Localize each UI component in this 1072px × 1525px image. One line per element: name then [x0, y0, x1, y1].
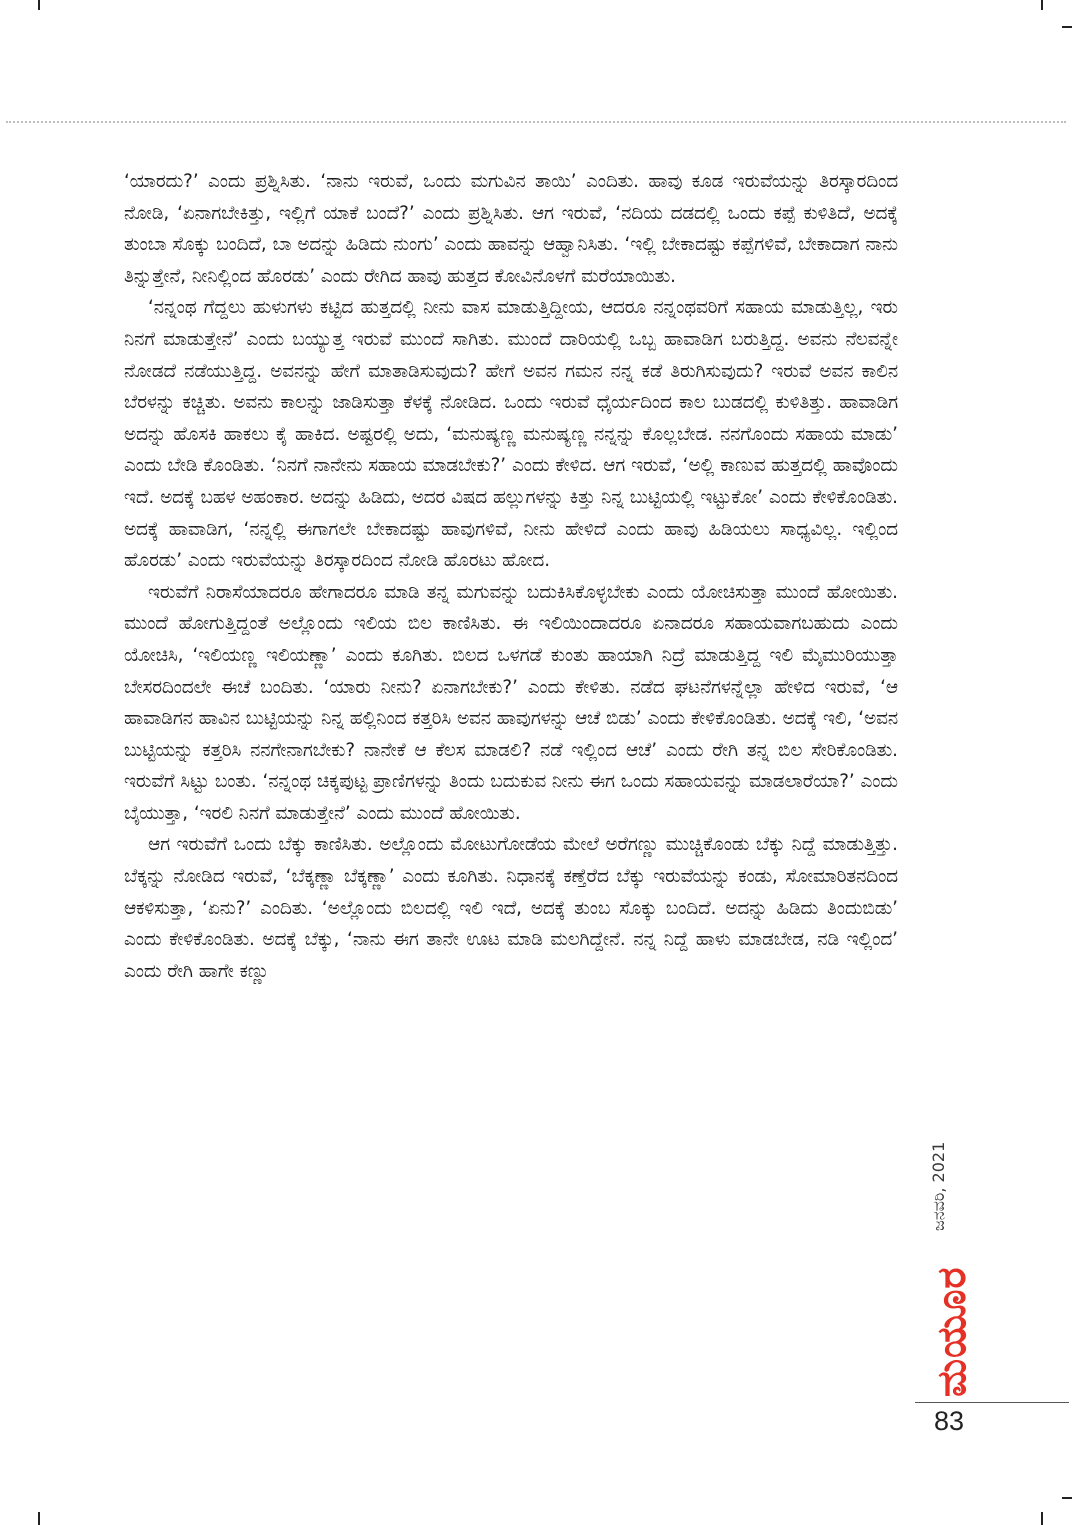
paragraph-1: ‘ಯಾರದು?’ ಎಂದು ಪ್ರಶ್ನಿಸಿತು. ‘ನಾನು ಇರುವೆ, ಒಂದು ಮಗುವಿನ ತಾಯಿ’ ಎಂದಿತು. ಹಾವು ಕೂಡ ಇರುವೆಯನ್ನು ತಿರಸ್ಕಾರದಿಂದ ನೋಡಿ, ‘ಏನಾಗಬೇಕಿತ್ತು, ಇಲ್ಲಿಗೆ ಯಾಕೆ ಬಂದೆ?’ ಎಂದು ಪ್ರಶ್ನಿಸಿತು. ಆಗ ಇರುವೆ, ‘ನದಿಯ ದಡದಲ್ಲಿ ಒಂದು ಕಪ್ಪೆ ಕುಳಿತಿದೆ, ಅದಕ್ಕೆ ತುಂಬಾ ಸೊಕ್ಕು ಬಂದಿದೆ, ಬಾ ಅದನ್ನು ಹಿಡಿದು ನುಂಗು’ ಎಂದು ಹಾವನ್ನು ಆಹ್ವಾನಿಸಿತು. ‘ಇಲ್ಲಿ ಬೇಕಾದಷ್ಟು ಕಪ್ಪೆಗಳಿವೆ, ಬೇಕಾದಾಗ ನಾನು ತಿನ್ನುತ್ತೇನೆ, ನೀನಿಲ್ಲಿಂದ ಹೊರಡು’ ಎಂದು ರೇಗಿದ ಹಾವು ಹುತ್ತದ ಕೋವಿನೊಳಗೆ ಮರೆಯಾಯಿತು. [124, 171, 898, 287]
paragraph-3: ಇರುವೆಗೆ ನಿರಾಸೆಯಾದರೂ ಹೇಗಾದರೂ ಮಾಡಿ ತನ್ನ ಮಗುವನ್ನು ಬದುಕಿಸಿಕೊಳ್ಳಬೇಕು ಎಂದು ಯೋಚಿಸುತ್ತಾ ಮುಂದೆ ಹೋಯಿತು. ಮುಂದೆ ಹೋಗುತ್ತಿದ್ದಂತೆ ಅಲ್ಲೊಂದು ಇಲಿಯ ಬಿಲ ಕಾಣಿಸಿತು. ಈ ಇಲಿಯಿಂದಾದರೂ ಏನಾದರೂ ಸಹಾಯವಾಗಬಹುದು ಎಂದು ಯೋಚಿಸಿ, ‘ಇಲಿಯಣ್ಣ ಇಲಿಯಣ್ಣಾ’ ಎಂದು ಕೂಗಿತು. ಬಿಲದ ಒಳಗಡೆ ಕುಂತು ಹಾಯಾಗಿ ನಿದ್ರೆ ಮಾಡುತ್ತಿದ್ದ ಇಲಿ ಮೈಮುರಿಯುತ್ತಾ ಬೇಸರದಿಂದಲೇ ಈಚೆ ಬಂದಿತು. ‘ಯಾರು ನೀನು? ಏನಾಗಬೇಕು?’ ಎಂದು ಕೇಳಿತು. ನಡೆದ ಘಟನೆಗಳನ್ನೆಲ್ಲಾ ಹೇಳಿದ ಇರುವೆ, ‘ಆ ಹಾವಾಡಿಗನ ಹಾವಿನ ಬುಟ್ಟಿಯನ್ನು ನಿನ್ನ ಹಲ್ಲಿನಿಂದ ಕತ್ತರಿಸಿ ಅವನ ಹಾವುಗಳನ್ನು ಆಚೆ ಬಿಡು’ ಎಂದು ಕೇಳಿಕೊಂಡಿತು. ಅದಕ್ಕೆ ಇಲಿ, ‘ಅವನ ಬುಟ್ಟಿಯನ್ನು ಕತ್ತರಿಸಿ ನನಗೇನಾಗಬೇಕು? ನಾನೇಕೆ ಆ ಕೆಲಸ ಮಾಡಲಿ? ನಡೆ ಇಲ್ಲಿಂದ ಆಚೆ’ ಎಂದು ರೇಗಿ ತನ್ನ ಬಿಲ ಸೇರಿಕೊಂಡಿತು. ಇರುವೆಗೆ ಸಿಟ್ಟು ಬಂತು. ‘ನನ್ನಂಥ ಚಿಕ್ಕಪುಟ್ಟ ಪ್ರಾಣಿಗಳನ್ನು ತಿಂದು ಬದುಕುವ ನೀನು ಈಗ ಒಂದು ಸಹಾಯವನ್ನು ಮಾಡಲಾರೆಯಾ?’ ಎಂದು ಬೈಯುತ್ತಾ, ‘ಇರಲಿ ನಿನಗೆ ಮಾಡುತ್ತೇನೆ’ ಎಂದು ಮುಂದೆ ಹೋಯಿತು. [124, 581, 898, 824]
header-dotted-rule [6, 121, 1066, 123]
crop-mark-bottom-left [38, 1512, 40, 1525]
paragraph-4: ಆಗ ಇರುವೆಗೆ ಒಂದು ಬೆಕ್ಕು ಕಾಣಿಸಿತು. ಅಲ್ಲೊಂದು ಮೋಟುಗೋಡೆಯ ಮೇಲೆ ಅರೆಗಣ್ಣು ಮುಚ್ಚಿಕೊಂಡು ಬೆಕ್ಕು ನಿದ್ದೆ ಮಾಡುತ್ತಿತ್ತು. ಬೆಕ್ಕನ್ನು ನೋಡಿದ ಇರುವೆ, ‘ಬೆಕ್ಕಣ್ಣಾ ಬೆಕ್ಕಣ್ಣಾ’ ಎಂದು ಕೂಗಿತು. ನಿಧಾನಕ್ಕೆ ಕಣ್ತೆರೆದ ಬೆಕ್ಕು ಇರುವೆಯನ್ನು ಕಂಡು, ಸೋಮಾರಿತನದಿಂದ ಆಕಳಿಸುತ್ತಾ, ‘ಏನು?’ ಎಂದಿತು. ‘ಅಲ್ಲೊಂದು ಬಿಲದಲ್ಲಿ ಇಲಿ ಇದೆ, ಅದಕ್ಕೆ ತುಂಬ ಸೊಕ್ಕು ಬಂದಿದೆ. ಅದನ್ನು ಹಿಡಿದು ತಿಂದುಬಿಡು’ ಎಂದು ಕೇಳಿಕೊಂಡಿತು. ಅದಕ್ಕೆ ಬೆಕ್ಕು, ‘ನಾನು ಈಗ ತಾನೇ ಊಟ ಮಾಡಿ ಮಲಗಿದ್ದೇನೆ. ನನ್ನ ನಿದ್ದೆ ಹಾಳು ಮಾಡಬೇಡ, ನಡಿ ಇಲ್ಲಿಂದ’ ಎಂದು ರೇಗಿ ಹಾಗೇ ಕಣ್ಣು [124, 834, 898, 982]
crop-mark-right-lower [1062, 1497, 1072, 1499]
page-number: 83 [934, 1406, 965, 1436]
crop-mark-bottom-right [1041, 1512, 1043, 1525]
crop-mark-top-left [38, 0, 40, 10]
magazine-logo: ಮಯೂರ [929, 1266, 975, 1397]
footer-rule [915, 1402, 1069, 1403]
paragraph-2: ‘ನನ್ನಂಥ ಗೆದ್ದಲು ಹುಳುಗಳು ಕಟ್ಟಿದ ಹುತ್ತದಲ್ಲಿ ನೀನು ವಾಸ ಮಾಡುತ್ತಿದ್ದೀಯ, ಆದರೂ ನನ್ನಂಥವರಿಗೆ ಸಹಾಯ ಮಾಡುತ್ತಿಲ್ಲ, ಇರು ನಿನಗೆ ಮಾಡುತ್ತೇನೆ’ ಎಂದು ಬಯ್ಯುತ್ತ ಇರುವೆ ಮುಂದೆ ಸಾಗಿತು. ಮುಂದೆ ದಾರಿಯಲ್ಲಿ ಒಬ್ಬ ಹಾವಾಡಿಗ ಬರುತ್ತಿದ್ದ. ಅವನು ನೆಲವನ್ನೇ ನೋಡದೆ ನಡೆಯುತ್ತಿದ್ದ. ಅವನನ್ನು ಹೇಗೆ ಮಾತಾಡಿಸುವುದು? ಹೇಗೆ ಅವನ ಗಮನ ನನ್ನ ಕಡೆ ತಿರುಗಿಸುವುದು? ಇರುವೆ ಅವನ ಕಾಲಿನ ಬೆರಳನ್ನು ಕಚ್ಚಿತು. ಅವನು ಕಾಲನ್ನು ಜಾಡಿಸುತ್ತಾ ಕೆಳಕ್ಕೆ ನೋಡಿದ. ಒಂದು ಇರುವೆ ಧೈರ್ಯದಿಂದ ಕಾಲ ಬುಡದಲ್ಲಿ ಕುಳಿತಿತ್ತು. ಹಾವಾಡಿಗ ಅದನ್ನು ಹೊಸಕಿ ಹಾಕಲು ಕೈ ಹಾಕಿದ. ಅಷ್ಟರಲ್ಲಿ ಅದು, ‘ಮನುಷ್ಯಣ್ಣ ಮನುಷ್ಯಣ್ಣ ನನ್ನನ್ನು ಕೊಲ್ಲಬೇಡ. ನನಗೊಂದು ಸಹಾಯ ಮಾಡು’ ಎಂದು ಬೇಡಿ ಕೊಂಡಿತು. ‘ನಿನಗೆ ನಾನೇನು ಸಹಾಯ ಮಾಡಬೇಕು?’ ಎಂದು ಕೇಳಿದ. ಆಗ ಇರುವೆ, ‘ಅಲ್ಲಿ ಕಾಣುವ ಹುತ್ತದಲ್ಲಿ ಹಾವೊಂದು ಇದೆ. ಅದಕ್ಕೆ ಬಹಳ ಅಹಂಕಾರ. ಅದನ್ನು ಹಿಡಿದು, ಅದರ ವಿಷದ ಹಲ್ಲುಗಳನ್ನು ಕಿತ್ತು ನಿನ್ನ ಬುಟ್ಟಿಯಲ್ಲಿ ಇಟ್ಟುಕೋ’ ಎಂದು ಕೇಳಿಕೊಂಡಿತು. ಅದಕ್ಕೆ ಹಾವಾಡಿಗ, ‘ನನ್ನಲ್ಲಿ ಈಗಾಗಲೇ ಬೇಕಾದಷ್ಟು ಹಾವುಗಳಿವೆ, ನೀನು ಹೇಳಿದೆ ಎಂದು ಹಾವು ಹಿಡಿಯಲು ಸಾಧ್ಯವಿಲ್ಲ. ಇಲ್ಲಿಂದ ಹೊರಡು’ ಎಂದು ಇರುವೆಯನ್ನು ತಿರಸ್ಕಾರದಿಂದ ನೋಡಿ ಹೊರಟು ಹೋದ. [124, 297, 898, 572]
article-body [124, 166, 898, 1406]
issue-date: ಜನವರಿ, 2021 [929, 1141, 948, 1231]
crop-mark-top-right [1041, 0, 1043, 10]
crop-mark-right-upper [1062, 26, 1072, 28]
